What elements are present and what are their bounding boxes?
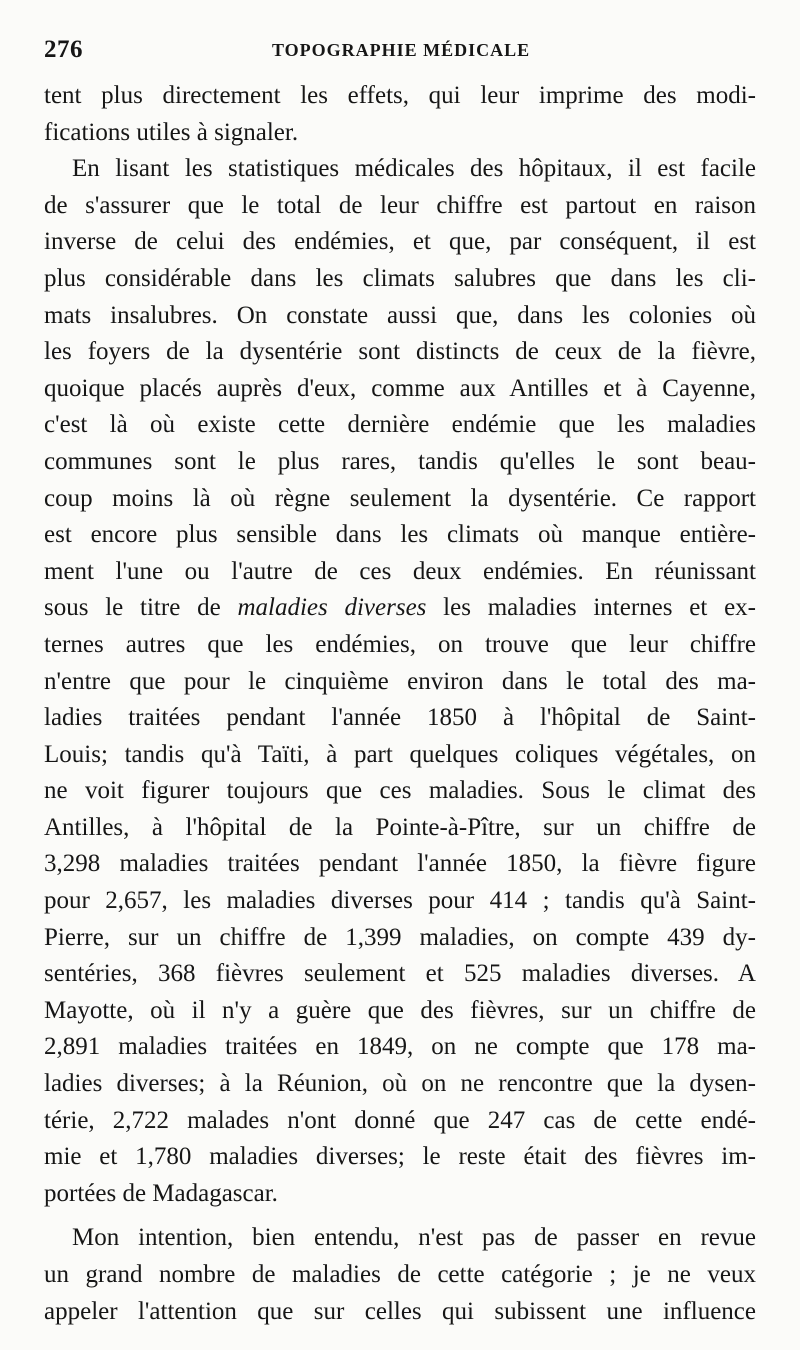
text-line: ternes autres que les endémies, on trouve que leur chiffre xyxy=(44,630,756,658)
body-text xyxy=(44,78,756,1330)
text-line: Pierre, sur un chiffre de 1,399 maladies, on compte 439 dy- xyxy=(44,923,756,951)
text-line: Antilles, à l'hôpital de la Pointe-à-Pître, sur un chiffre de xyxy=(44,813,756,841)
text-line: Mon intention, bien entendu, n'est pas de passer en revue xyxy=(72,1224,756,1252)
text-segment: les maladies internes et ex- xyxy=(426,594,756,622)
text-line: térie, 2,722 malades n'ont donné que 247 cas de cette endé- xyxy=(44,1106,756,1134)
running-head xyxy=(44,36,756,66)
text-line: est encore plus sensible dans les climats où manque entière- xyxy=(44,521,756,549)
text-line: portées de Madagascar. xyxy=(44,1179,278,1207)
text-line: ne voit figurer toujours que ces maladies. Sous le climat des xyxy=(44,777,756,805)
text-line: c'est là où existe cette dernière endémie que les maladies xyxy=(44,411,756,439)
text-line: tent plus directement les effets, qui leur imprime des modi- xyxy=(44,82,756,109)
text-line: de s'assurer que le total de leur chiffre est partout en raison xyxy=(44,191,756,219)
text-line: un grand nombre de maladies de cette catégorie ; je ne veux xyxy=(44,1261,756,1288)
text-line: coup moins là où règne seulement la dysentérie. Ce rapport xyxy=(44,484,756,512)
text-line: quoique placés auprès d'eux, comme aux Antilles et à Cayenne, xyxy=(44,374,756,402)
running-title: TOPOGRAPHIE MÉDICALE xyxy=(272,40,531,60)
text-line: ladies diverses; à la Réunion, où on ne rencontre que la dysen- xyxy=(44,1070,756,1098)
text-line: Mayotte, où il n'y a guère que des fièvres, sur un chiffre de xyxy=(44,996,756,1024)
text-line: 2,891 maladies traitées en 1849, on ne compte que 178 ma- xyxy=(44,1033,756,1061)
text-line: mats insalubres. On constate aussi que, dans les colonies où xyxy=(44,301,756,329)
text-line: plus considérable dans les climats salubres que dans les cli- xyxy=(44,264,756,292)
text-line: les foyers de la dysentérie sont distincts de ceux de la fièvre, xyxy=(44,338,756,366)
text-line: 3,298 maladies traitées pendant l'année 1850, la fièvre figure xyxy=(44,850,756,878)
text-line: Louis; tandis qu'à Taïti, à part quelques coliques végétales, on xyxy=(44,740,756,768)
text-line: mie et 1,780 maladies diverses; le reste était des fièvres im- xyxy=(44,1143,756,1171)
text-line: communes sont le plus rares, tandis qu'elles le sont beau- xyxy=(44,447,756,475)
text-line: sentéries, 368 fièvres seulement et 525 maladies diverses. A xyxy=(44,960,756,988)
text-line: ment l'une ou l'autre de ces deux endémies. En réunissant xyxy=(44,557,756,585)
text-line: En lisant les statistiques médicales des hôpitaux, il est facile xyxy=(72,155,756,183)
text-line: ladies traitées pendant l'année 1850 à l'hôpital de Saint- xyxy=(44,704,756,732)
text-line: pour 2,657, les maladies diverses pour 414 ; tandis qu'à Saint- xyxy=(44,887,756,915)
text-line-with-italic xyxy=(44,590,756,627)
text-line: n'entre que pour le cinquième environ dans le total des ma- xyxy=(44,667,756,695)
text-line: fications utiles à signaler. xyxy=(44,118,299,146)
text-segment: sous le titre de xyxy=(44,594,238,622)
text-line: inverse de celui des endémies, et que, par conséquent, il est xyxy=(44,228,756,256)
italic-phrase: maladies diverses xyxy=(237,594,427,622)
page-number: 276 xyxy=(44,36,83,63)
text-line: appeler l'attention que sur celles qui subissent une influence xyxy=(44,1297,756,1325)
